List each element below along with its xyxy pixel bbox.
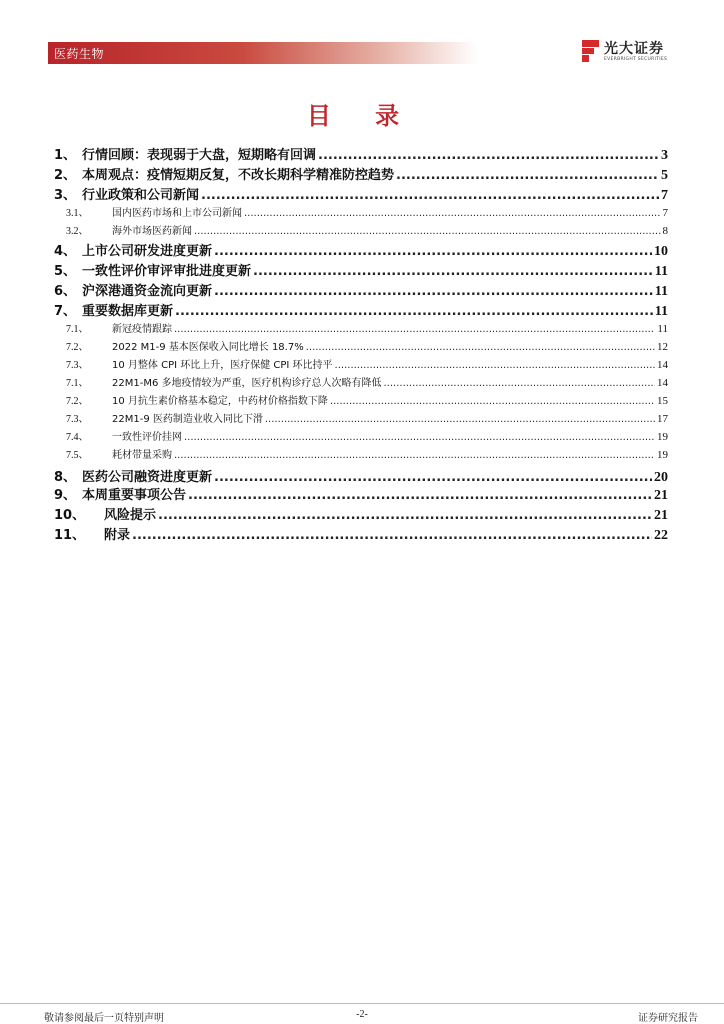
toc-entry[interactable] [54,524,668,544]
toc-entry[interactable] [54,240,668,260]
toc-dot-leader [335,360,655,371]
toc-dot-leader [265,414,655,425]
toc-entry-number: 4、 [54,244,77,259]
toc-entry-title: 22M1-M6 多地疫情较为严重，医疗机构诊疗总人次略有降低 [112,378,382,389]
toc-entry-page: 3 [661,148,668,163]
toc-entry-title: 上市公司研发进度更新 [82,244,213,259]
toc-entry-page: 7 [662,207,668,219]
toc-entry-page: 11 [657,323,668,335]
toc-entry[interactable] [54,356,668,371]
logo-mark-icon [582,40,599,62]
toc-entry[interactable] [54,338,668,353]
toc-entry[interactable] [54,484,668,504]
toc-entry-page: 15 [657,395,668,407]
toc-dot-leader [188,488,652,503]
logo-name-en: EVERBRIGHT SECURITIES [604,57,668,62]
toc-entry-page: 11 [654,304,668,319]
toc-entry-title: 沪深港通资金流向更新 [82,284,213,299]
toc-entry-number: 7.2、 [66,342,89,353]
toc-entry-page: 20 [654,470,668,485]
toc-dot-leader [214,284,653,299]
toc-entry-page: 19 [657,449,668,461]
footer-report-type: 证券研究报告 [638,1013,698,1024]
toc-entry-number: 3、 [54,188,77,203]
toc-dot-leader [318,148,659,163]
toc-dot-leader [244,208,661,219]
toc-entry[interactable] [54,410,668,425]
toc-entry-page: 12 [657,341,668,353]
toc-entry-number: 7.4、 [66,432,89,443]
toc-entry[interactable] [54,260,668,280]
toc-entry-title: 本周重要事项公告 [82,488,187,503]
toc-entry-title: 风险提示 [104,508,157,523]
toc-entry-page: 19 [657,431,668,443]
toc-title: 目 录 [306,102,418,130]
toc-entry[interactable] [54,222,668,237]
toc-dot-leader [194,226,661,237]
toc-entry-number: 7.1、 [66,378,89,389]
toc-dot-leader [214,470,652,485]
section-label: 医药生物 [54,47,105,61]
toc-entry-title: 重要数据库更新 [82,304,174,319]
toc-entry-title: 新冠疫情跟踪 [112,324,172,335]
toc-entry-title: 10 月整体 CPI 环比上升，医疗保健 CPI 环比持平 [112,360,333,371]
toc-entry-number: 7.5、 [66,450,89,461]
toc-dot-leader [253,264,653,279]
toc-dot-leader [214,244,652,259]
toc-entry[interactable] [54,428,668,443]
toc-dot-leader [158,508,652,523]
toc-dot-leader [174,324,655,335]
toc-entry-title: 行业政策和公司新闻 [82,188,200,203]
toc-entry-page: 21 [654,488,668,503]
toc-entry-page: 10 [654,244,668,259]
toc-entry[interactable] [54,144,668,164]
toc-entry-number: 6、 [54,284,77,299]
toc-entry-title: 行情回顾：表现弱于大盘，短期略有回调 [82,148,317,163]
toc-entry[interactable] [54,164,668,184]
toc-entry-number: 11、 [54,528,86,543]
toc-entry-number: 3.2、 [66,226,89,237]
toc-entry-title: 22M1-9 医药制造业收入同比下滑 [112,414,263,425]
toc-entry-number: 7.1、 [66,324,89,335]
footer-divider [0,1003,724,1004]
toc-entry-title: 耗材带量采购 [112,450,172,461]
toc-dot-leader [201,188,659,203]
toc-entry-number: 2、 [54,168,77,183]
toc-dot-leader [396,168,659,183]
toc-entry[interactable] [54,446,668,461]
toc-entry-title: 国内医药市场和上市公司新闻 [112,208,242,219]
toc-dot-leader [174,450,655,461]
toc-dot-leader [384,378,656,389]
toc-dot-leader [306,342,655,353]
header-section-bar [48,42,478,64]
toc-entry-page: 7 [661,188,668,203]
toc-entry[interactable] [54,320,668,335]
toc-entry-number: 7.3、 [66,360,89,371]
toc-entry-page: 8 [662,225,668,237]
toc-entry-number: 10、 [54,508,86,523]
toc-entry-title: 一致性评价挂网 [112,432,182,443]
toc-entry-page: 14 [657,359,668,371]
toc-entry[interactable] [54,466,668,486]
toc-entry[interactable] [54,374,668,389]
logo-name-cn: 光大证券 [604,41,664,57]
toc-entry-page: 11 [654,284,668,299]
toc-dot-leader [330,396,655,407]
company-logo [582,38,674,66]
toc-entry-number: 1、 [54,148,77,163]
toc-entry-page: 14 [657,377,668,389]
toc-entry-title: 医药公司融资进度更新 [82,470,213,485]
toc-dot-leader [175,304,653,319]
toc-entry[interactable] [54,504,668,524]
toc-entry-title: 海外市场医药新闻 [112,226,192,237]
toc-entry-title: 本周观点：疫情短期反复，不改长期科学精准防控趋势 [82,168,395,183]
toc-entry-number: 9、 [54,488,77,503]
toc-entry-number: 7.2、 [66,396,89,407]
toc-entry[interactable] [54,280,668,300]
toc-dot-leader [184,432,655,443]
toc-entry-number: 8、 [54,470,77,485]
toc-entry[interactable] [54,392,668,407]
toc-entry-number: 7.3、 [66,414,89,425]
toc-entry-number: 3.1、 [66,208,89,219]
toc-entry-title: 一致性评价审评审批进度更新 [82,264,252,279]
toc-entry[interactable] [54,300,668,320]
toc-entry[interactable] [54,204,668,219]
toc-entry-title: 附录 [104,528,131,543]
footer-disclaimer: 敬请参阅最后一页特别声明 [44,1013,164,1024]
toc-entry-number: 5、 [54,264,77,279]
toc-entry-number: 7、 [54,304,77,319]
toc-entry-page: 22 [654,528,668,543]
toc-entry-page: 17 [657,413,668,425]
toc-entry-page: 21 [654,508,668,523]
toc-entry-title: 2022 M1-9 基本医保收入同比增长 18.7% [112,342,304,353]
toc-dot-leader [132,528,652,543]
toc-entry-page: 5 [661,168,668,183]
page-number: -2- [356,1009,368,1020]
toc-entry-title: 10 月抗生素价格基本稳定，中药材价格指数下降 [112,396,328,407]
toc-entry-page: 11 [654,264,668,279]
toc-entry[interactable] [54,184,668,204]
